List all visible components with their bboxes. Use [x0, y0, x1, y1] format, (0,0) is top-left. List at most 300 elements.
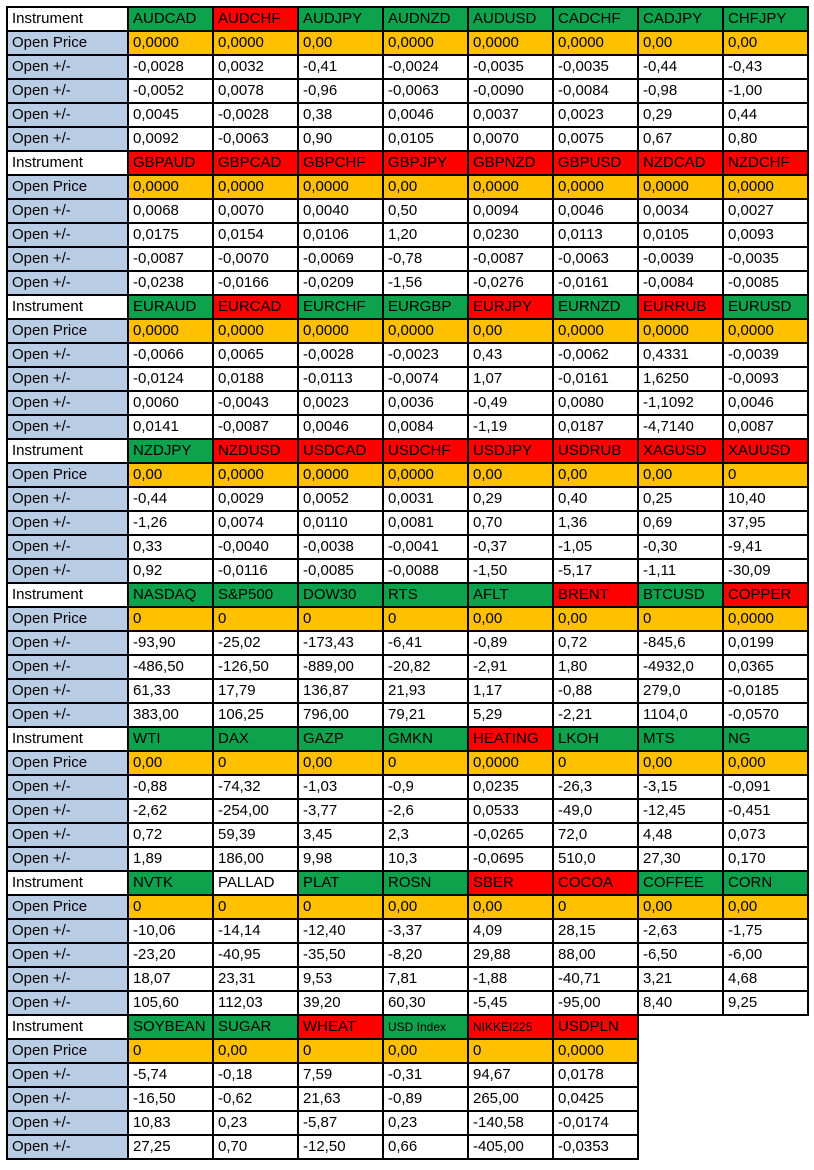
- change-cell[interactable]: -0,18: [213, 1063, 298, 1087]
- change-cell[interactable]: 5,29: [468, 703, 553, 727]
- instrument-cell[interactable]: CHFJPY: [723, 7, 808, 31]
- instrument-cell[interactable]: WTI: [128, 727, 213, 751]
- row-label-instrument[interactable]: Instrument: [7, 1015, 128, 1039]
- change-cell[interactable]: 4,48: [638, 823, 723, 847]
- change-cell[interactable]: -26,3: [553, 775, 638, 799]
- open-price-cell[interactable]: 0: [723, 463, 808, 487]
- instrument-cell[interactable]: SOYBEAN: [128, 1015, 213, 1039]
- change-cell[interactable]: 510,0: [553, 847, 638, 871]
- change-cell[interactable]: -12,40: [298, 919, 383, 943]
- instrument-cell[interactable]: XAGUSD: [638, 439, 723, 463]
- change-cell[interactable]: 1,20: [383, 223, 468, 247]
- instrument-cell[interactable]: EURNZD: [553, 295, 638, 319]
- open-price-cell[interactable]: 0: [213, 895, 298, 919]
- change-cell[interactable]: -0,0093: [723, 367, 808, 391]
- change-cell[interactable]: -0,0353: [553, 1135, 638, 1159]
- change-cell[interactable]: -12,50: [298, 1135, 383, 1159]
- change-cell[interactable]: 27,25: [128, 1135, 213, 1159]
- change-cell[interactable]: -0,0063: [553, 247, 638, 271]
- change-cell[interactable]: -0,0085: [298, 559, 383, 583]
- open-price-cell[interactable]: 0,00: [383, 175, 468, 199]
- change-cell[interactable]: 0,23: [383, 1111, 468, 1135]
- row-label-open-change[interactable]: Open +/-: [7, 535, 128, 559]
- open-price-cell[interactable]: 0,00: [553, 607, 638, 631]
- instrument-cell[interactable]: HEATING: [468, 727, 553, 751]
- instrument-cell[interactable]: USDCHF: [383, 439, 468, 463]
- change-cell[interactable]: 1,07: [468, 367, 553, 391]
- change-cell[interactable]: -0,0035: [723, 247, 808, 271]
- row-label-instrument[interactable]: Instrument: [7, 439, 128, 463]
- row-label-instrument[interactable]: Instrument: [7, 727, 128, 751]
- change-cell[interactable]: -0,0028: [128, 55, 213, 79]
- change-cell[interactable]: 0,0087: [723, 415, 808, 439]
- open-price-cell[interactable]: 0,0000: [553, 175, 638, 199]
- open-price-cell[interactable]: 0,00: [468, 319, 553, 343]
- row-label-open-price[interactable]: Open Price: [7, 463, 128, 487]
- change-cell[interactable]: 279,0: [638, 679, 723, 703]
- change-cell[interactable]: 0,0029: [213, 487, 298, 511]
- change-cell[interactable]: 0,29: [638, 103, 723, 127]
- row-label-open-change[interactable]: Open +/-: [7, 415, 128, 439]
- row-label-open-change[interactable]: Open +/-: [7, 55, 128, 79]
- open-price-cell[interactable]: 0: [553, 751, 638, 775]
- change-cell[interactable]: -40,71: [553, 967, 638, 991]
- open-price-cell[interactable]: 0,0000: [383, 319, 468, 343]
- open-price-cell[interactable]: 0,0000: [298, 319, 383, 343]
- row-label-open-price[interactable]: Open Price: [7, 1039, 128, 1063]
- instrument-cell[interactable]: EURGBP: [383, 295, 468, 319]
- instrument-cell[interactable]: RTS: [383, 583, 468, 607]
- change-cell[interactable]: 1,17: [468, 679, 553, 703]
- instrument-cell[interactable]: MTS: [638, 727, 723, 751]
- instrument-cell[interactable]: DOW30: [298, 583, 383, 607]
- open-price-cell[interactable]: 0,00: [468, 463, 553, 487]
- change-cell[interactable]: 21,63: [298, 1087, 383, 1111]
- change-cell[interactable]: -0,98: [638, 79, 723, 103]
- instrument-cell[interactable]: GBPAUD: [128, 151, 213, 175]
- change-cell[interactable]: -0,0039: [638, 247, 723, 271]
- change-cell[interactable]: -23,20: [128, 943, 213, 967]
- change-cell[interactable]: 0,92: [128, 559, 213, 583]
- change-cell[interactable]: 0,0068: [128, 199, 213, 223]
- change-cell[interactable]: 88,00: [553, 943, 638, 967]
- open-price-cell[interactable]: 0,00: [128, 463, 213, 487]
- change-cell[interactable]: 1104,0: [638, 703, 723, 727]
- change-cell[interactable]: -95,00: [553, 991, 638, 1015]
- open-price-cell[interactable]: 0,0000: [383, 31, 468, 55]
- row-label-open-change[interactable]: Open +/-: [7, 799, 128, 823]
- change-cell[interactable]: -0,0084: [638, 271, 723, 295]
- row-label-open-price[interactable]: Open Price: [7, 31, 128, 55]
- instrument-cell[interactable]: EURUSD: [723, 295, 808, 319]
- row-label-instrument[interactable]: Instrument: [7, 7, 128, 31]
- open-price-cell[interactable]: 0,0000: [128, 175, 213, 199]
- instrument-cell[interactable]: CADJPY: [638, 7, 723, 31]
- change-cell[interactable]: 0,0075: [553, 127, 638, 151]
- change-cell[interactable]: 0,0065: [213, 343, 298, 367]
- change-cell[interactable]: -6,00: [723, 943, 808, 967]
- change-cell[interactable]: 0,70: [468, 511, 553, 535]
- instrument-cell[interactable]: GBPCAD: [213, 151, 298, 175]
- change-cell[interactable]: 0,4331: [638, 343, 723, 367]
- change-cell[interactable]: 0,25: [638, 487, 723, 511]
- change-cell[interactable]: -254,00: [213, 799, 298, 823]
- instrument-cell[interactable]: EURCHF: [298, 295, 383, 319]
- row-label-instrument[interactable]: Instrument: [7, 871, 128, 895]
- change-cell[interactable]: -0,0570: [723, 703, 808, 727]
- change-cell[interactable]: 0,50: [383, 199, 468, 223]
- row-label-open-change[interactable]: Open +/-: [7, 655, 128, 679]
- open-price-cell[interactable]: 0,0000: [468, 175, 553, 199]
- change-cell[interactable]: 105,60: [128, 991, 213, 1015]
- instrument-cell[interactable]: GBPCHF: [298, 151, 383, 175]
- change-cell[interactable]: -2,91: [468, 655, 553, 679]
- change-cell[interactable]: -8,20: [383, 943, 468, 967]
- change-cell[interactable]: -2,63: [638, 919, 723, 943]
- change-cell[interactable]: -0,0174: [553, 1111, 638, 1135]
- change-cell[interactable]: -1,00: [723, 79, 808, 103]
- change-cell[interactable]: -126,50: [213, 655, 298, 679]
- open-price-cell[interactable]: 0,0000: [638, 319, 723, 343]
- change-cell[interactable]: 79,21: [383, 703, 468, 727]
- change-cell[interactable]: -140,58: [468, 1111, 553, 1135]
- change-cell[interactable]: -14,14: [213, 919, 298, 943]
- change-cell[interactable]: -173,43: [298, 631, 383, 655]
- row-label-open-change[interactable]: Open +/-: [7, 511, 128, 535]
- change-cell[interactable]: -6,41: [383, 631, 468, 655]
- change-cell[interactable]: 0,29: [468, 487, 553, 511]
- instrument-cell[interactable]: EURRUB: [638, 295, 723, 319]
- change-cell[interactable]: 0,0230: [468, 223, 553, 247]
- row-label-instrument[interactable]: Instrument: [7, 583, 128, 607]
- open-price-cell[interactable]: 0,0000: [128, 319, 213, 343]
- open-price-cell[interactable]: 0,00: [128, 751, 213, 775]
- change-cell[interactable]: 21,93: [383, 679, 468, 703]
- open-price-cell[interactable]: 0: [128, 1039, 213, 1063]
- row-label-open-price[interactable]: Open Price: [7, 319, 128, 343]
- change-cell[interactable]: 0,90: [298, 127, 383, 151]
- instrument-cell[interactable]: USDPLN: [553, 1015, 638, 1039]
- change-cell[interactable]: -1,1092: [638, 391, 723, 415]
- row-label-open-change[interactable]: Open +/-: [7, 103, 128, 127]
- change-cell[interactable]: -486,50: [128, 655, 213, 679]
- change-cell[interactable]: -0,43: [723, 55, 808, 79]
- change-cell[interactable]: -74,32: [213, 775, 298, 799]
- open-price-cell[interactable]: 0,0000: [553, 1039, 638, 1063]
- open-price-cell[interactable]: 0,0000: [468, 751, 553, 775]
- open-price-cell[interactable]: 0,00: [213, 1039, 298, 1063]
- change-cell[interactable]: -0,0074: [383, 367, 468, 391]
- change-cell[interactable]: 0,72: [553, 631, 638, 655]
- change-cell[interactable]: 0,0046: [298, 415, 383, 439]
- row-label-open-change[interactable]: Open +/-: [7, 1111, 128, 1135]
- open-price-cell[interactable]: 0,00: [638, 463, 723, 487]
- change-cell[interactable]: 7,59: [298, 1063, 383, 1087]
- change-cell[interactable]: -1,05: [553, 535, 638, 559]
- change-cell[interactable]: -889,00: [298, 655, 383, 679]
- open-price-cell[interactable]: 0,00: [638, 31, 723, 55]
- open-price-cell[interactable]: 0,0000: [213, 319, 298, 343]
- open-price-cell[interactable]: 0,0000: [638, 175, 723, 199]
- open-price-cell[interactable]: 0: [298, 1039, 383, 1063]
- change-cell[interactable]: 0,0235: [468, 775, 553, 799]
- change-cell[interactable]: -0,0209: [298, 271, 383, 295]
- change-cell[interactable]: 0,0060: [128, 391, 213, 415]
- instrument-cell[interactable]: CORN: [723, 871, 808, 895]
- change-cell[interactable]: -845,6: [638, 631, 723, 655]
- change-cell[interactable]: -0,0043: [213, 391, 298, 415]
- open-price-cell[interactable]: 0,0000: [723, 175, 808, 199]
- change-cell[interactable]: -0,451: [723, 799, 808, 823]
- open-price-cell[interactable]: 0,0000: [723, 319, 808, 343]
- change-cell[interactable]: 0,33: [128, 535, 213, 559]
- change-cell[interactable]: 37,95: [723, 511, 808, 535]
- change-cell[interactable]: -4,7140: [638, 415, 723, 439]
- change-cell[interactable]: 0,0141: [128, 415, 213, 439]
- change-cell[interactable]: 39,20: [298, 991, 383, 1015]
- instrument-cell[interactable]: EURCAD: [213, 295, 298, 319]
- change-cell[interactable]: -0,0069: [298, 247, 383, 271]
- change-cell[interactable]: -0,0063: [383, 79, 468, 103]
- change-cell[interactable]: -2,62: [128, 799, 213, 823]
- change-cell[interactable]: 0,0040: [298, 199, 383, 223]
- instrument-cell[interactable]: GBPJPY: [383, 151, 468, 175]
- change-cell[interactable]: -2,6: [383, 799, 468, 823]
- change-cell[interactable]: 0,0070: [468, 127, 553, 151]
- change-cell[interactable]: 59,39: [213, 823, 298, 847]
- change-cell[interactable]: 28,15: [553, 919, 638, 943]
- change-cell[interactable]: 0,0094: [468, 199, 553, 223]
- change-cell[interactable]: 0,0070: [213, 199, 298, 223]
- open-price-cell[interactable]: 0,0000: [553, 31, 638, 55]
- change-cell[interactable]: -0,0116: [213, 559, 298, 583]
- change-cell[interactable]: 3,45: [298, 823, 383, 847]
- change-cell[interactable]: -0,0052: [128, 79, 213, 103]
- row-label-instrument[interactable]: Instrument: [7, 151, 128, 175]
- change-cell[interactable]: -0,0090: [468, 79, 553, 103]
- instrument-cell[interactable]: AUDJPY: [298, 7, 383, 31]
- open-price-cell[interactable]: 0: [128, 607, 213, 631]
- change-cell[interactable]: 0,67: [638, 127, 723, 151]
- change-cell[interactable]: 0,0046: [383, 103, 468, 127]
- open-price-cell[interactable]: 0,00: [383, 1039, 468, 1063]
- instrument-cell[interactable]: USDRUB: [553, 439, 638, 463]
- change-cell[interactable]: 383,00: [128, 703, 213, 727]
- change-cell[interactable]: -0,0024: [383, 55, 468, 79]
- change-cell[interactable]: -0,0028: [298, 343, 383, 367]
- change-cell[interactable]: -1,26: [128, 511, 213, 535]
- change-cell[interactable]: 186,00: [213, 847, 298, 871]
- change-cell[interactable]: 0,40: [553, 487, 638, 511]
- row-label-open-change[interactable]: Open +/-: [7, 775, 128, 799]
- change-cell[interactable]: 0,72: [128, 823, 213, 847]
- open-price-cell[interactable]: 0: [383, 607, 468, 631]
- row-label-open-price[interactable]: Open Price: [7, 751, 128, 775]
- change-cell[interactable]: -405,00: [468, 1135, 553, 1159]
- change-cell[interactable]: -1,11: [638, 559, 723, 583]
- change-cell[interactable]: -20,82: [383, 655, 468, 679]
- change-cell[interactable]: 3,21: [638, 967, 723, 991]
- open-price-cell[interactable]: 0: [468, 1039, 553, 1063]
- open-price-cell[interactable]: 0,0000: [383, 463, 468, 487]
- change-cell[interactable]: -0,0070: [213, 247, 298, 271]
- open-price-cell[interactable]: 0,0000: [298, 175, 383, 199]
- change-cell[interactable]: -0,0161: [553, 367, 638, 391]
- change-cell[interactable]: 0,0023: [298, 391, 383, 415]
- change-cell[interactable]: 0,0093: [723, 223, 808, 247]
- change-cell[interactable]: 10,3: [383, 847, 468, 871]
- change-cell[interactable]: 60,30: [383, 991, 468, 1015]
- change-cell[interactable]: -0,0113: [298, 367, 383, 391]
- open-price-cell[interactable]: 0: [638, 607, 723, 631]
- row-label-open-change[interactable]: Open +/-: [7, 391, 128, 415]
- change-cell[interactable]: 0,0078: [213, 79, 298, 103]
- change-cell[interactable]: -2,21: [553, 703, 638, 727]
- change-cell[interactable]: -0,41: [298, 55, 383, 79]
- instrument-cell[interactable]: NIKKEI225: [468, 1015, 553, 1039]
- change-cell[interactable]: -0,0041: [383, 535, 468, 559]
- change-cell[interactable]: 0,0175: [128, 223, 213, 247]
- change-cell[interactable]: 4,68: [723, 967, 808, 991]
- change-cell[interactable]: -35,50: [298, 943, 383, 967]
- change-cell[interactable]: -16,50: [128, 1087, 213, 1111]
- change-cell[interactable]: 0,0081: [383, 511, 468, 535]
- open-price-cell[interactable]: 0,0000: [468, 31, 553, 55]
- row-label-open-change[interactable]: Open +/-: [7, 847, 128, 871]
- change-cell[interactable]: -0,62: [213, 1087, 298, 1111]
- change-cell[interactable]: 265,00: [468, 1087, 553, 1111]
- change-cell[interactable]: 0,0113: [553, 223, 638, 247]
- instrument-cell[interactable]: EURJPY: [468, 295, 553, 319]
- open-price-cell[interactable]: 0: [213, 751, 298, 775]
- instrument-cell[interactable]: NZDUSD: [213, 439, 298, 463]
- change-cell[interactable]: 8,40: [638, 991, 723, 1015]
- instrument-cell[interactable]: PLAT: [298, 871, 383, 895]
- change-cell[interactable]: 9,98: [298, 847, 383, 871]
- change-cell[interactable]: -0,30: [638, 535, 723, 559]
- change-cell[interactable]: 0,0425: [553, 1087, 638, 1111]
- change-cell[interactable]: 9,25: [723, 991, 808, 1015]
- change-cell[interactable]: 0,23: [213, 1111, 298, 1135]
- change-cell[interactable]: -1,50: [468, 559, 553, 583]
- row-label-open-change[interactable]: Open +/-: [7, 199, 128, 223]
- change-cell[interactable]: 10,40: [723, 487, 808, 511]
- change-cell[interactable]: -0,96: [298, 79, 383, 103]
- row-label-open-change[interactable]: Open +/-: [7, 79, 128, 103]
- change-cell[interactable]: -0,88: [553, 679, 638, 703]
- row-label-open-change[interactable]: Open +/-: [7, 631, 128, 655]
- change-cell[interactable]: -0,49: [468, 391, 553, 415]
- open-price-cell[interactable]: 0,0000: [723, 607, 808, 631]
- change-cell[interactable]: 0,69: [638, 511, 723, 535]
- open-price-cell[interactable]: 0: [298, 607, 383, 631]
- change-cell[interactable]: -0,89: [383, 1087, 468, 1111]
- row-label-open-change[interactable]: Open +/-: [7, 943, 128, 967]
- change-cell[interactable]: 0,0154: [213, 223, 298, 247]
- change-cell[interactable]: -0,0035: [468, 55, 553, 79]
- change-cell[interactable]: -5,45: [468, 991, 553, 1015]
- instrument-cell[interactable]: USD Index: [383, 1015, 468, 1039]
- change-cell[interactable]: 0,43: [468, 343, 553, 367]
- change-cell[interactable]: 61,33: [128, 679, 213, 703]
- change-cell[interactable]: -0,89: [468, 631, 553, 655]
- change-cell[interactable]: 0,80: [723, 127, 808, 151]
- change-cell[interactable]: -40,95: [213, 943, 298, 967]
- instrument-cell[interactable]: ROSN: [383, 871, 468, 895]
- change-cell[interactable]: -5,87: [298, 1111, 383, 1135]
- instrument-cell[interactable]: GBPUSD: [553, 151, 638, 175]
- open-price-cell[interactable]: 0,0000: [213, 31, 298, 55]
- instrument-cell[interactable]: GMKN: [383, 727, 468, 751]
- change-cell[interactable]: -0,0028: [213, 103, 298, 127]
- change-cell[interactable]: -0,0085: [723, 271, 808, 295]
- change-cell[interactable]: -3,77: [298, 799, 383, 823]
- change-cell[interactable]: 27,30: [638, 847, 723, 871]
- row-label-open-change[interactable]: Open +/-: [7, 703, 128, 727]
- change-cell[interactable]: 0,0105: [638, 223, 723, 247]
- row-label-open-price[interactable]: Open Price: [7, 895, 128, 919]
- change-cell[interactable]: 0,0074: [213, 511, 298, 535]
- change-cell[interactable]: -4932,0: [638, 655, 723, 679]
- instrument-cell[interactable]: GAZP: [298, 727, 383, 751]
- change-cell[interactable]: -0,44: [638, 55, 723, 79]
- change-cell[interactable]: -0,0023: [383, 343, 468, 367]
- row-label-open-change[interactable]: Open +/-: [7, 559, 128, 583]
- open-price-cell[interactable]: 0: [383, 751, 468, 775]
- row-label-open-change[interactable]: Open +/-: [7, 679, 128, 703]
- row-label-open-change[interactable]: Open +/-: [7, 967, 128, 991]
- change-cell[interactable]: 17,79: [213, 679, 298, 703]
- change-cell[interactable]: 0,0045: [128, 103, 213, 127]
- change-cell[interactable]: 0,70: [213, 1135, 298, 1159]
- change-cell[interactable]: 0,0032: [213, 55, 298, 79]
- change-cell[interactable]: 0,0023: [553, 103, 638, 127]
- change-cell[interactable]: 0,0034: [638, 199, 723, 223]
- change-cell[interactable]: -10,06: [128, 919, 213, 943]
- change-cell[interactable]: -1,19: [468, 415, 553, 439]
- change-cell[interactable]: -3,15: [638, 775, 723, 799]
- open-price-cell[interactable]: 0,00: [298, 751, 383, 775]
- change-cell[interactable]: -3,37: [383, 919, 468, 943]
- change-cell[interactable]: -1,75: [723, 919, 808, 943]
- change-cell[interactable]: 0,0533: [468, 799, 553, 823]
- open-price-cell[interactable]: 0,00: [298, 31, 383, 55]
- change-cell[interactable]: 10,83: [128, 1111, 213, 1135]
- change-cell[interactable]: -93,90: [128, 631, 213, 655]
- change-cell[interactable]: -1,56: [383, 271, 468, 295]
- change-cell[interactable]: 1,36: [553, 511, 638, 535]
- open-price-cell[interactable]: 0: [553, 895, 638, 919]
- open-price-cell[interactable]: 0: [213, 607, 298, 631]
- change-cell[interactable]: 112,03: [213, 991, 298, 1015]
- open-price-cell[interactable]: 0,000: [723, 751, 808, 775]
- instrument-cell[interactable]: S&P500: [213, 583, 298, 607]
- change-cell[interactable]: 0,0188: [213, 367, 298, 391]
- change-cell[interactable]: -0,0062: [553, 343, 638, 367]
- change-cell[interactable]: 0,0046: [553, 199, 638, 223]
- row-label-open-change[interactable]: Open +/-: [7, 1087, 128, 1111]
- open-price-cell[interactable]: 0,00: [383, 895, 468, 919]
- change-cell[interactable]: 72,0: [553, 823, 638, 847]
- change-cell[interactable]: 0,0036: [383, 391, 468, 415]
- change-cell[interactable]: 0,0080: [553, 391, 638, 415]
- change-cell[interactable]: -0,88: [128, 775, 213, 799]
- change-cell[interactable]: 0,38: [298, 103, 383, 127]
- open-price-cell[interactable]: 0,00: [638, 895, 723, 919]
- change-cell[interactable]: -49,0: [553, 799, 638, 823]
- change-cell[interactable]: -0,0276: [468, 271, 553, 295]
- change-cell[interactable]: -0,9: [383, 775, 468, 799]
